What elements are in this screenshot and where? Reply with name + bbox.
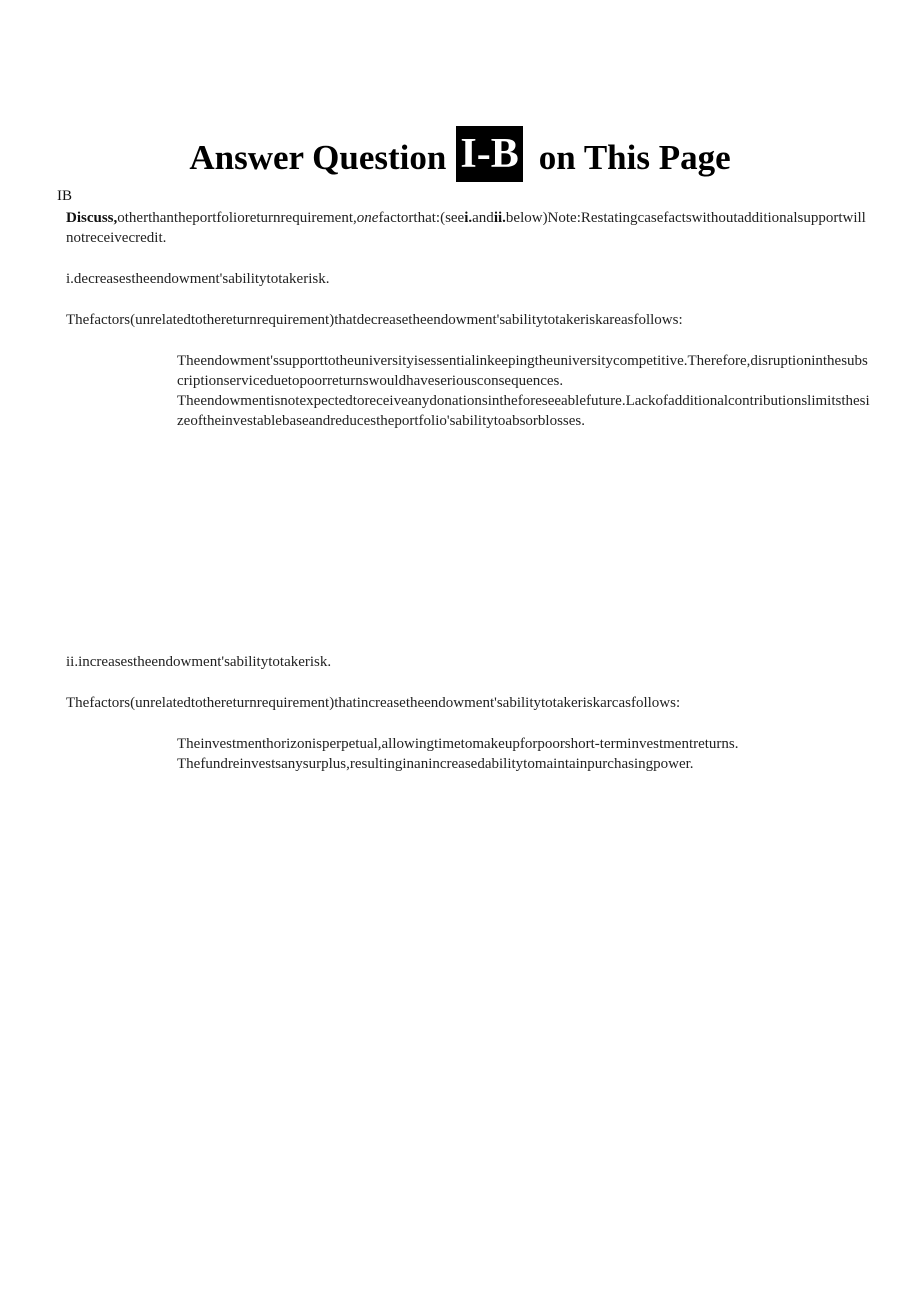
part-i-heading: i.decreasestheendowment'sabilitytotakerisk. [66, 271, 330, 287]
question-badge: I-B [456, 126, 522, 182]
page-title [0, 128, 920, 188]
prompt-text-part2: factorthat:(see [378, 210, 465, 226]
prompt-bold-i: i. [464, 210, 473, 226]
title-text-before: Answer Question [189, 138, 447, 177]
prompt-bold-ii: ii. [493, 210, 506, 226]
part-ii-bullet-list [177, 734, 872, 774]
question-id-label: IB [57, 188, 72, 204]
question-prompt [66, 208, 872, 248]
prompt-text-part4: below)Note:Restatingcasefactswithoutadditionalsupportwillnotreceivecredit. [66, 210, 866, 246]
part-i-bullet-1: Theendowment'ssupporttotheuniversityisessentialinkeepingtheuniversitycompetitive.Therefore,disruptioninthesubscriptionserviceduetopoorreturnswouldhaveseriousconsequences. [177, 353, 868, 389]
prompt-italic-word: one [356, 210, 379, 226]
part-i-bullet-2: Theendowmentisnotexpectedtoreceiveanydonationsintheforeseeablefuture.Lackofadditionalcontributionslimitsthesizeoftheinvestablebaseandreducestheportfolio'sabilitytoabsorblosses. [177, 393, 870, 429]
part-i-bullet-list [177, 351, 872, 431]
part-ii-bullet-2: Thefundreinvestsanysurplus,resultinginanincreasedabilitytomaintainpurchasingpower. [177, 756, 694, 772]
prompt-text-part1: otherthantheportfolioreturnrequirement, [117, 210, 357, 226]
part-ii-heading: ii.increasestheendowment'sabilitytotakerisk. [66, 654, 332, 670]
prompt-bold-lead: Discuss, [66, 210, 118, 226]
prompt-text-part3: and [472, 210, 494, 226]
part-i-intro: Thefactors(unrelatedtothereturnrequirement)thatdecreasetheendowment'sabilitytotakeriskareasfollows: [66, 312, 683, 328]
part-ii-intro: Thefactors(unrelatedtothereturnrequirement)thatincreasetheendowment'sabilitytotakeriskarcasfollows: [66, 695, 681, 711]
title-text-after: on This Page [538, 138, 731, 177]
part-ii-bullet-1: Theinvestmenthorizonisperpetual,allowingtimetomakeupforpoorshort-terminvestmentreturns. [177, 736, 739, 752]
